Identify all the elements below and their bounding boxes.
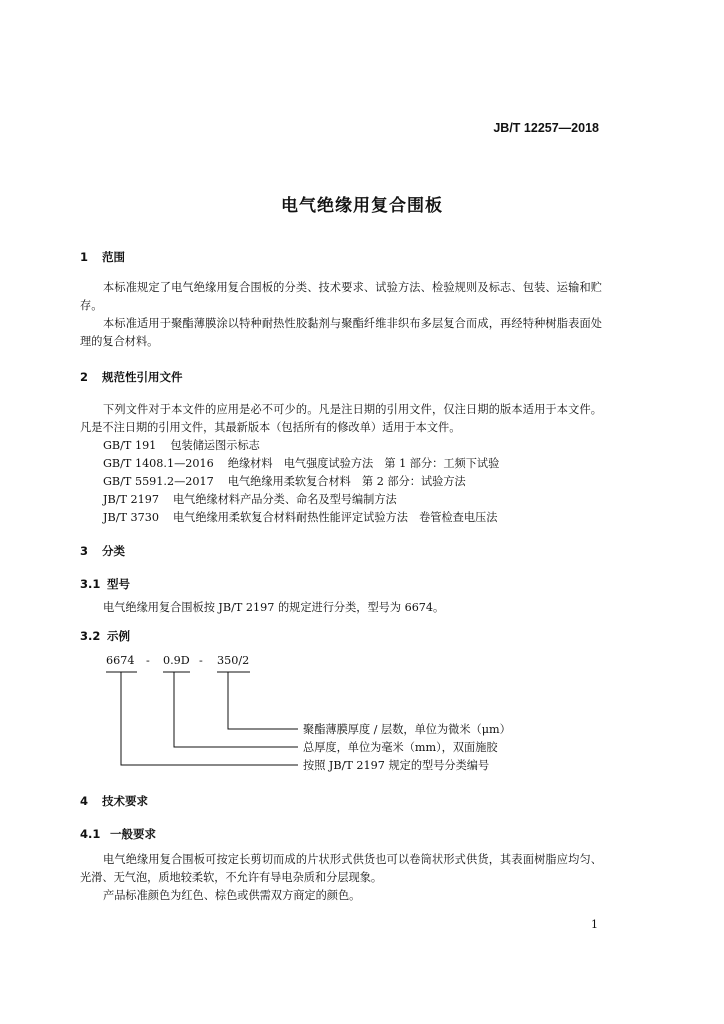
section-1-paragraph-1: 本标准规定了电气绝缘用复合围板的分类、技术要求、试验方法、检验规则及标志、包装、运输和贮存。 xyxy=(80,281,602,312)
reference-code: JB/T 2197 xyxy=(103,493,159,506)
document-title: 电气绝缘用复合围板 xyxy=(281,196,443,216)
legend-total-thickness: 总厚度，单位为毫米（mm），双面施胶 xyxy=(303,741,498,754)
model-dash: - xyxy=(199,654,203,667)
legend-film-thickness: 聚酯薄膜厚度 / 层数，单位为微米（μm） xyxy=(303,723,511,736)
section-number: 3.2 xyxy=(80,629,101,643)
standard-number: JB/T 12257—2018 xyxy=(493,121,599,135)
section-3-1-text: 电气绝缘用复合围板按 JB/T 2197 的规定进行分类，型号为 6674。 xyxy=(103,601,445,614)
section-2-intro: 下列文件对于本文件的应用是必不可少的。凡是注日期的引用文件，仅注日期的版本适用于本文件。凡是不注日期的引用文件，其最新版本（包括所有的修改单）适用于本文件。 xyxy=(80,403,602,434)
section-number: 3 xyxy=(80,544,89,558)
section-title: 范围 xyxy=(102,250,125,264)
page-number: 1 xyxy=(591,918,598,931)
legend-classification: 按照 JB/T 2197 规定的型号分类编号 xyxy=(303,759,490,772)
reference-code: GB/T 5591.2—2017 xyxy=(103,475,214,488)
section-number: 4.1 xyxy=(80,827,101,841)
section-title: 技术要求 xyxy=(102,794,148,808)
section-4-heading xyxy=(80,793,148,809)
section-title: 型号 xyxy=(107,577,130,591)
section-4-1-heading xyxy=(80,826,156,842)
section-1-paragraph-2: 本标准适用于聚酯薄膜涂以特种耐热性胶黏剂与聚酯纤维非织布多层复合而成，再经特种树脂表面处理的复合材料。 xyxy=(80,317,602,348)
section-4-1-paragraph-1: 电气绝缘用复合围板可按定长剪切而成的片状形式供货也可以卷筒状形式供货，其表面树脂应均匀、光滑、无气泡，质地较柔软，不允许有导电杂质和分层现象。 xyxy=(80,853,602,884)
reference-title: 绝缘材料 电气强度试验方法 第 1 部分：工频下试验 xyxy=(227,457,500,470)
reference-code: GB/T 1408.1—2016 xyxy=(103,457,214,470)
section-number: 1 xyxy=(80,250,89,264)
section-title: 示例 xyxy=(107,629,130,643)
model-part-thickness: 0.9D xyxy=(163,654,190,667)
reference-title: 电气绝缘用柔软复合材料 第 2 部分：试验方法 xyxy=(227,475,466,488)
section-title: 规范性引用文件 xyxy=(102,370,183,384)
section-number: 3.1 xyxy=(80,577,101,591)
reference-title: 电气绝缘材料产品分类、命名及型号编制方法 xyxy=(172,493,397,506)
reference-code: GB/T 191 xyxy=(103,439,157,452)
section-4-1-paragraph-2: 产品标准颜色为红色、棕色或供需双方商定的颜色。 xyxy=(103,889,361,902)
section-number: 2 xyxy=(80,370,89,384)
reference-title: 包装储运图示标志 xyxy=(170,439,260,452)
section-title: 一般要求 xyxy=(110,827,156,841)
leader-film xyxy=(228,672,298,729)
section-title: 分类 xyxy=(102,544,125,558)
leader-classification xyxy=(121,672,298,765)
leader-thickness xyxy=(174,672,298,747)
model-dash: - xyxy=(146,654,150,667)
section-number: 4 xyxy=(80,794,89,808)
reference-code: JB/T 3730 xyxy=(103,511,159,524)
reference-title: 电气绝缘用柔软复合材料耐热性能评定试验方法 卷管检查电压法 xyxy=(172,511,498,524)
model-part-film: 350/2 xyxy=(217,654,250,667)
model-part-classification: 6674 xyxy=(106,654,135,667)
